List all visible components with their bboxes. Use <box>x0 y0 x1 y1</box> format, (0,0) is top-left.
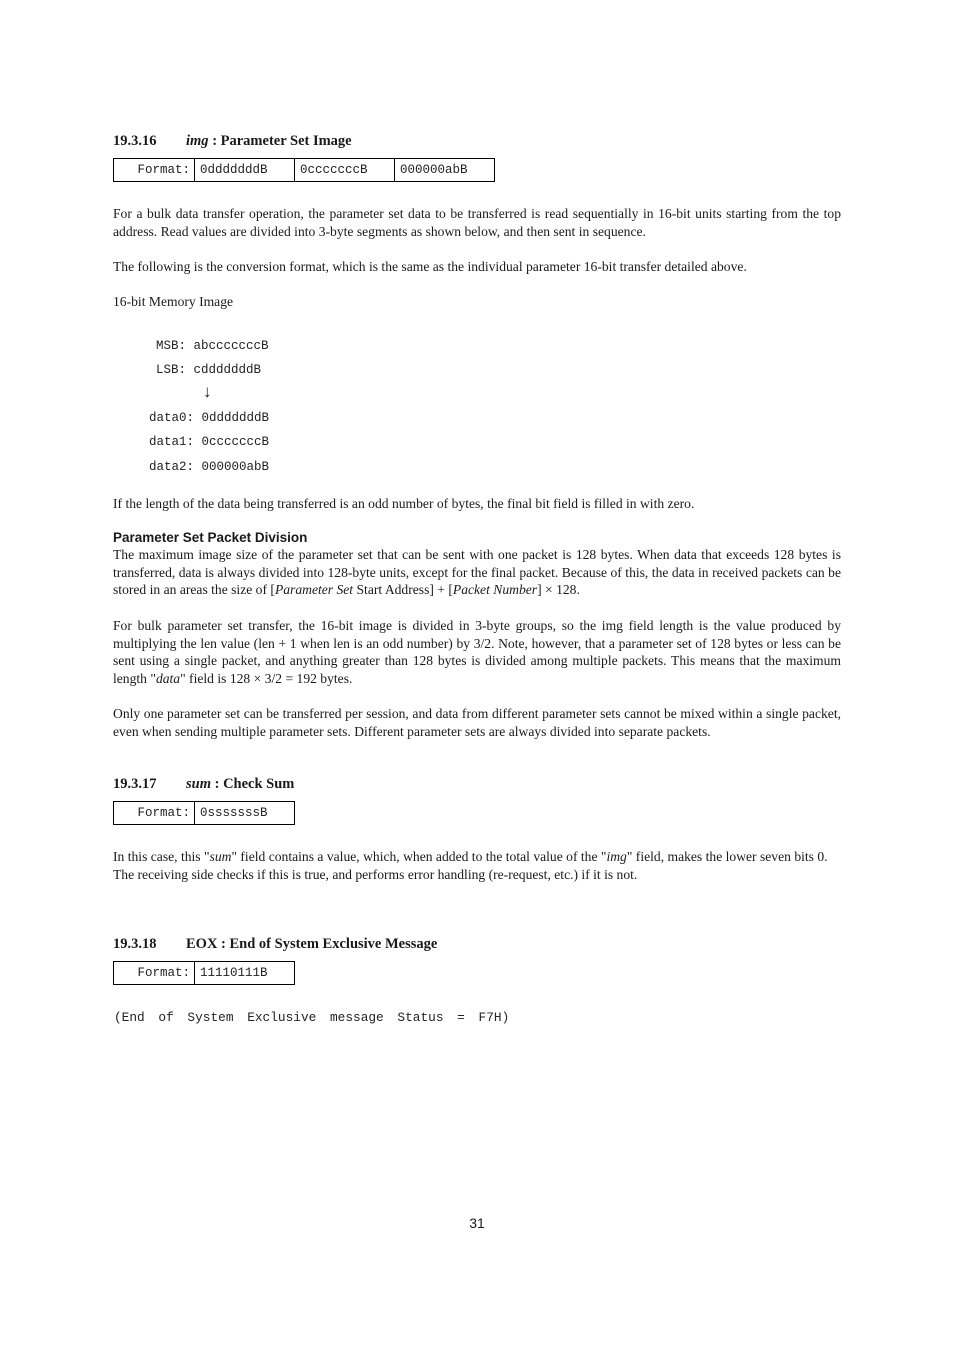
page-number: 31 <box>469 1215 485 1231</box>
format-cell: 000000abB <box>395 159 495 182</box>
section-title: : Parameter Set Image <box>208 133 352 149</box>
memory-image-heading: 16-bit Memory Image <box>113 294 234 309</box>
memory-value: cdddddddB <box>193 363 262 377</box>
down-arrow-icon: ↓ <box>203 382 212 401</box>
section-heading-19-3-17 <box>113 775 294 794</box>
paragraph-bulk-set-transfer: For bulk parameter set transfer, the 16-bit image is divided in 3-byte groups, so the img field length is the value produced by multiplying the len value (len + 1 when len is an odd number) by 3/2. Note, however, that a parameter set of 128 bytes or less can be sent using a single packet, and anything greater than 128 bytes is divided among multiple packets. This means that the maximum length "data" field is 128 × 3/2 = 192 bytes. <box>113 618 841 687</box>
section-heading-19-3-16 <box>113 132 352 151</box>
section-heading-19-3-18 <box>113 935 437 954</box>
paragraph-bulk-transfer: For a bulk data transfer operation, the parameter set data to be transferred is read sequentially in 16-bit units starting from the top address. Read values are divided into 3-byte segments as shown below, and then sent in sequence. <box>113 206 841 239</box>
format-label: Format: <box>114 802 195 825</box>
subheading-packet-division: Parameter Set Packet Division <box>113 530 308 545</box>
paragraph-one-set-per-session: Only one parameter set can be transferred per session, and data from different parameter sets cannot be mixed within a single packet, even when sending multiple parameter sets. Different parameter sets are always divided into separate packets. <box>113 706 841 739</box>
format-cell: 0cccccccB <box>295 159 395 182</box>
section-title: EOX : End of System Exclusive Message <box>186 936 438 952</box>
paragraph-packet-division: The maximum image size of the parameter set that can be sent with one packet is 128 bytes. When data that exceeds 128 bytes is transferred, data is always divided into 128-byte units, except for the final packet. Because of this, the data in received packets can be stored in an areas the size of [Parameter Set Start Address] + [Packet Number] × 128. <box>113 547 841 598</box>
memory-key: MSB: <box>155 339 186 353</box>
memory-value: 0dddddddB <box>201 411 270 425</box>
memory-key: data1: <box>148 435 194 449</box>
section-field-name: sum <box>186 776 211 792</box>
paragraph-odd-length: If the length of the data being transferred is an odd number of bytes, the final bit field is filled in with zero. <box>113 496 695 511</box>
memory-value: 000000abB <box>201 460 270 474</box>
format-table-sum <box>113 801 295 825</box>
format-label: Format: <box>114 159 195 182</box>
format-table-eox <box>113 961 295 985</box>
memory-key: data0: <box>148 411 194 425</box>
section-number: 19.3.18 <box>113 936 157 952</box>
section-field-name: img <box>186 133 209 149</box>
format-cell: 0dddddddB <box>195 159 295 182</box>
memory-value: abcccccccB <box>193 339 269 353</box>
memory-value: 0cccccccB <box>201 435 270 449</box>
eox-status-line: (End of System Exclusive message Status = F7H) <box>114 1010 510 1025</box>
format-cell: 11110111B <box>195 962 295 985</box>
memory-key: LSB: <box>155 363 186 377</box>
format-table-img <box>113 158 495 182</box>
section-title: : Check Sum <box>211 776 295 792</box>
memory-row-lsb <box>113 362 261 378</box>
memory-row-msb <box>113 338 269 354</box>
memory-key: data2: <box>148 460 194 474</box>
paragraph-conversion-format: The following is the conversion format, which is the same as the individual parameter 16-bit transfer detailed above. <box>113 259 747 274</box>
section-number: 19.3.16 <box>113 133 157 149</box>
paragraph-sum-field: In this case, this "sum" field contains a value, which, when added to the total value of the "img" field, makes the lower seven bits 0. The receiving side checks if this is true, and performs error handling (re-request, etc.) if it is not. <box>113 849 828 882</box>
format-cell: 0sssssssB <box>195 802 295 825</box>
memory-row-data2 <box>113 459 269 475</box>
memory-row-data0 <box>113 410 269 426</box>
memory-row-data1 <box>113 434 269 450</box>
format-label: Format: <box>114 962 195 985</box>
section-number: 19.3.17 <box>113 776 157 792</box>
